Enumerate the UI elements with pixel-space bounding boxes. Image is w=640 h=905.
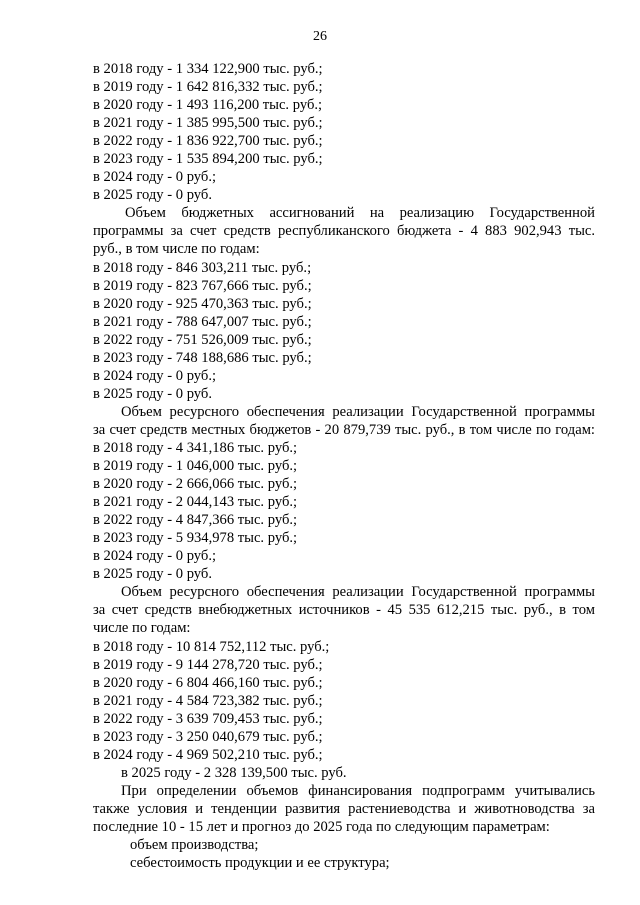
text-line: в 2018 году - 1 334 122,900 тыс. руб.; [93,61,323,77]
text-line: в 2020 году - 925 470,363 тыс. руб.; [93,295,312,312]
text-line: в 2023 году - 1 535 894,200 тыс. руб.; [93,151,323,168]
text-line: в 2018 году - 4 341,186 тыс. руб.; [93,439,298,456]
text-line: программы за счет средств республиканского бюджета - 4 883 902,943 тыс. [93,223,595,240]
text-line: в 2025 году - 2 328 139,500 тыс. руб. [121,764,347,781]
text-line: в 2025 году - 0 руб. [93,187,212,204]
text-line: в 2021 году - 788 647,007 тыс. руб.; [93,313,312,330]
text-line: в 2021 году - 1 385 995,500 тыс. руб.; [93,115,323,132]
text-line: в 2021 году - 4 584 723,382 тыс. руб.; [93,692,323,709]
text-line: в 2022 году - 751 526,009 тыс. руб.; [93,331,312,348]
text-line: в 2022 году - 1 836 922,700 тыс. руб.; [93,133,323,150]
text-line: в 2018 году - 10 814 752,112 тыс. руб.; [93,638,330,655]
text-line: в 2018 году - 846 303,211 тыс. руб.; [93,259,312,276]
text-line: Объем ресурсного обеспечения реализации Государственной программы [121,403,595,420]
text-line: в 2022 году - 3 639 709,453 тыс. руб.; [93,710,323,727]
text-line: Объем ресурсного обеспечения реализации Государственной программы [121,584,595,601]
text-line: в 2022 году - 4 847,366 тыс. руб.; [93,512,298,529]
text-line: в 2024 году - 0 руб.; [93,548,217,565]
text-line: себестоимость продукции и ее структура; [130,855,390,872]
text-line: последние 10 - 15 лет и прогноз до 2025 года по следующим параметрам: [93,818,550,835]
text-line: Объем бюджетных ассигнований на реализацию Государственной [125,205,595,222]
text-line: в 2019 году - 1 642 816,332 тыс. руб.; [93,79,323,96]
text-line: При определении объемов финансирования подпрограмм учитывались [121,782,595,799]
text-line: в 2025 году - 0 руб. [93,385,212,402]
text-line: в 2025 году - 0 руб. [93,566,212,583]
text-line: объем производства; [130,837,259,854]
text-line: в 2024 году - 0 руб.; [93,169,217,186]
text-line: в 2019 году - 9 144 278,720 тыс. руб.; [93,656,323,673]
text-line: в 2020 году - 1 493 116,200 тыс. руб.; [93,97,323,114]
text-line: в 2024 году - 0 руб.; [93,367,217,384]
text-line: в 2024 году - 4 969 502,210 тыс. руб.; [93,746,323,763]
text-line: за счет средств внебюджетных источников - 45 535 612,215 тыс. руб., в том [93,602,595,619]
text-line: в 2023 году - 3 250 040,679 тыс. руб.; [93,728,323,745]
text-line: руб., в том числе по годам: [93,241,260,258]
text-line: в 2020 году - 6 804 466,160 тыс. руб.; [93,674,323,691]
text-line: числе по годам: [93,620,191,637]
text-line: за счет средств местных бюджетов - 20 879,739 тыс. руб., в том числе по годам: [93,421,595,438]
text-line: в 2023 году - 748 188,686 тыс. руб.; [93,349,312,366]
document-body [93,60,595,872]
text-line: в 2019 году - 823 767,666 тыс. руб.; [93,277,312,294]
text-line: также условия и тенденции развития растениеводства и животноводства за [93,800,595,817]
page-number: 26 [313,29,327,44]
text-line: в 2021 году - 2 044,143 тыс. руб.; [93,494,298,511]
text-line: в 2020 году - 2 666,066 тыс. руб.; [93,476,298,493]
text-line: в 2023 году - 5 934,978 тыс. руб.; [93,530,298,547]
text-line: в 2019 году - 1 046,000 тыс. руб.; [93,458,298,475]
